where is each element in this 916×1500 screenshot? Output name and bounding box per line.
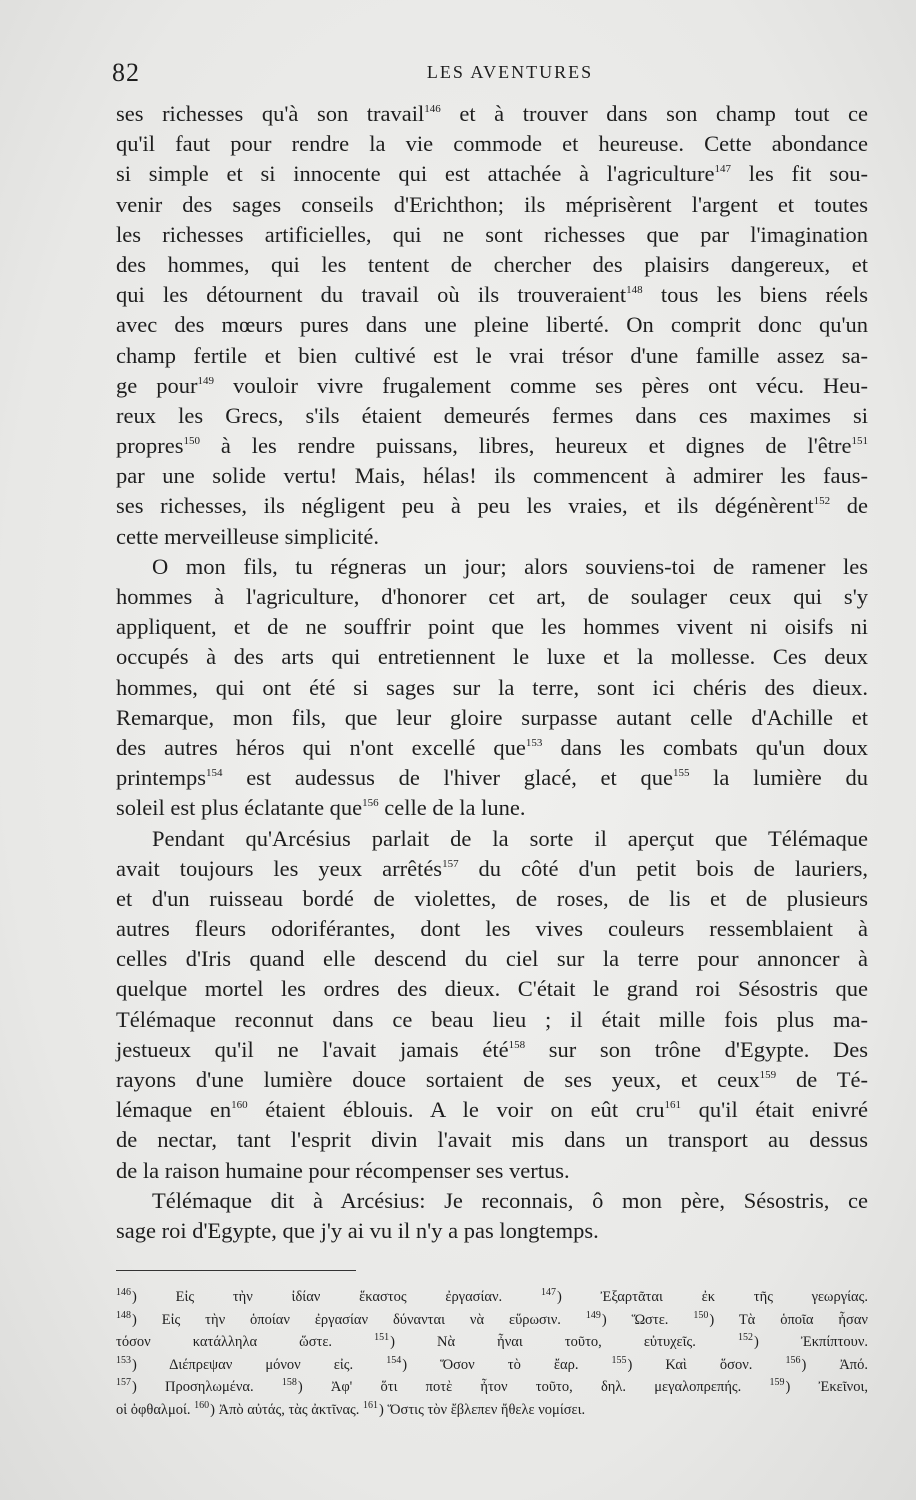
footnote-marker: 155 [611,1354,627,1366]
footnote-line: οἱ ὀφθαλμοί. $^{160}$) Ἀπὸ αὐτάς, τὰς ἀκτῖνας. $^{161}$) Ὅστις τὸν ἔβλεπεν ἤθελε νομίσει. [116,1399,586,1418]
footnote-ref: 146 [424,103,441,115]
text-line: hommes, qui ont été si sages sur la terre, sont ici chéris des dieux. [116,674,868,700]
text-line: quelque mortel les ordres des dieux. C'était le grand roi Sésostris que [116,976,868,1002]
text-line: avait toujours les yeux arrêtés$^{157}$ du côté d'un petit bois de lauriers, [116,855,868,881]
text-line: des hommes, qui les tentent de chercher des plaisirs dangereux, et [116,251,868,277]
footnote-ref: 160 [231,1099,248,1112]
page-header [112,58,868,98]
footnote-marker: 148 [116,1309,131,1321]
text-line: Télémaque reconnut dans ce beau lieu ; il était mille fois plus ma- [116,1006,868,1032]
footnote-ref: 147 [714,163,732,176]
footnote-line: $^{157}$) Προσηλωμένα. $^{158}$) Ἀφ' ὅτι ποτὲ ἦτον τοῦτο, δηλ. μεγαλοπρεπής. $^{159}$) Ἐκεῖνοι, [116,1377,868,1395]
footnote-marker: 152 [737,1332,753,1343]
footnote-ref: 159 [759,1069,777,1081]
footnote-marker: 159 [769,1377,785,1388]
text-line: avec des mœurs pures dans une pleine liberté. On comprit donc qu'un [116,312,868,338]
footnote-marker: 161 [363,1399,379,1411]
text-line: printemps$^{154}$ est audessus de l'hiver glacé, et que$^{155}$ la lumière du [116,765,868,791]
footnote-line: $^{146}$) Εἰς τὴν ἰδίαν ἕκαστος ἐργασίαν. $^{147}$) Ἐξαρτᾶται ἐκ τῆς γεωργίας. [116,1287,868,1305]
text-line: soleil est plus éclatante que$^{156}$ celle de la lune. [116,795,526,821]
footnote-marker: 151 [374,1332,390,1343]
text-line: des autres héros qui n'ont excellé que$^{153}$ dans les combats qu'un doux [116,734,868,760]
text-line: ses richesses qu'à son travail$^{146}$ et à trouver dans son champ tout ce [116,101,868,126]
text-line: celles d'Iris quand elle descend du ciel sur la terre pour annoncer à [116,946,868,972]
text-line: appliquent, et de ne souffrir point que les hommes vivent ni oisifs ni [116,614,868,640]
footnote-ref: 161 [664,1099,681,1112]
footnote-marker: 146 [116,1287,131,1298]
text-line: occupés à des arts qui entretiennent le luxe et la mollesse. Ces deux [116,644,868,670]
text-line: par une solide vertu! Mais, hélas! ils commencent à admirer les faus- [116,463,868,489]
footnote-line: $^{148}$) Εἰς τὴν ὁποίαν ἐργασίαν δύνανται νὰ εὕρωσιν. $^{149}$) Ὥστε. $^{150}$) Τὰ ὁποῖα ἦσαν [116,1309,868,1328]
footnote-marker: 156 [785,1354,801,1366]
text-line: venir des sages conseils d'Erichthon; ils méprisèrent l'argent et toutes [116,191,868,217]
footnote-marker: 154 [386,1354,402,1366]
text-line: rayons d'une lumière douce sortaient de ses yeux, et ceux$^{159}$ de Té- [116,1067,868,1092]
footnote-ref: 157 [442,857,459,870]
text-line: champ fertile et bien cultivé est le vrai trésor d'une famille assez sa- [116,342,868,368]
text-line: de nectar, tant l'esprit divin l'avait mis dans un transport au dessus [116,1127,868,1153]
text-line: qui les détournent du travail où ils trouveraient$^{148}$ tous les biens réels [116,282,869,308]
footnote-marker: 150 [693,1309,709,1321]
text-line: hommes à l'agriculture, d'honorer cet art, de soulager ceux qui s'y [116,584,868,609]
text-line: autres fleurs odoriférantes, dont les vives couleurs ressemblaient à [116,916,868,942]
footnote-ref: 156 [362,797,379,810]
footnote-ref: 151 [851,435,868,448]
text-line: Remarque, mon fils, que leur gloire surpasse autant celle d'Achille et [116,704,868,730]
text-line: ses richesses, ils négligent peu à peu les vraies, et ils dégénèrent$^{152}$ de [116,493,868,519]
text-line: de la raison humaine pour récompenser ses vertus. [116,1157,570,1183]
text-line: qu'il faut pour rendre la vie commode et heureuse. Cette abondance [116,131,868,157]
footnote-marker: 147 [540,1287,556,1298]
text-line: propres$^{150}$ à les rendre puissans, libres, heureux et dignes de l'être$^{151}$ [116,433,868,459]
text-line: lémaque $en^{160}$ étaient éblouis. A le voir on eût cru$^{161}$ qu'il était enivré [116,1097,868,1123]
text-line: et d'un ruisseau bordé de violettes, de roses, de lis et de plusieurs [116,885,868,911]
footnote-ref: 150 [183,435,200,448]
footnote-ref: 153 [525,736,543,749]
text-line: cette merveilleuse simplicité. [116,523,380,549]
text-line: sage roi d'Egypte, que j'y ai vu il n'y a pas longtemps. [116,1217,599,1243]
text-line: Télémaque dit à Arcésius: Je reconnais, ô mon père, Sésostris, ce [152,1187,868,1213]
footnote-ref: 155 [672,767,690,780]
text-line: si simple et si innocente qui est attachée à l'agriculture$^{147}$ les fit sou- [116,161,868,187]
footnote-ref: 148 [626,284,643,297]
footnote-ref: 149 [197,374,214,387]
text-line: Pendant qu'Arcésius parlait de la sorte il aperçut que Télémaque [152,825,868,851]
footnote-ref: 158 [508,1038,526,1051]
footnote-ref: 152 [813,495,831,508]
running-title: LES AVENTURES [426,62,594,82]
footnote-marker: 149 [585,1309,601,1321]
footnote-marker: 157 [116,1377,131,1388]
page-number: 82 [112,58,140,87]
text-line: ge pour$^{149}$ vouloir vivre frugalement comme ses pères ont vécu. Heu- [116,372,869,398]
footnote-line: τόσον κατάλληλα ὥστε. $^{151}$) Νὰ ἦναι τοῦτο, εὐτυχεῖς. $^{152}$) Ἐκπίπτουν. [116,1332,869,1350]
footnote-ref: 154 [206,767,223,780]
text-line: les richesses artificielles, qui ne sont richesses que par l'imagination [116,221,868,247]
footnote-marker: 160 [194,1399,210,1411]
footnote-marker: 153 [116,1354,131,1366]
footnote-marker: 158 [281,1377,297,1388]
footnotes [116,1282,868,1417]
text-line: reux les Grecs, s'ils étaient demeurés fermes dans ces maximes si [116,402,868,428]
footnote-rule [116,1270,356,1271]
body-text [116,99,868,1246]
footnote-line: $^{153}$) Διέπρεψαν μόνον εἰς. $^{154}$) Ὅσον τὸ ἔαρ. $^{155}$) Καὶ ὅσον. $^{156}$) Ἀπό. [116,1354,868,1373]
text-line: jestueux qu'il ne l'avait jamais été$^{158}$ sur son trône d'Egypte. Des [116,1036,868,1062]
text-line: O mon fils, tu régneras un jour; alors souviens-toi de ramener les [152,553,868,579]
